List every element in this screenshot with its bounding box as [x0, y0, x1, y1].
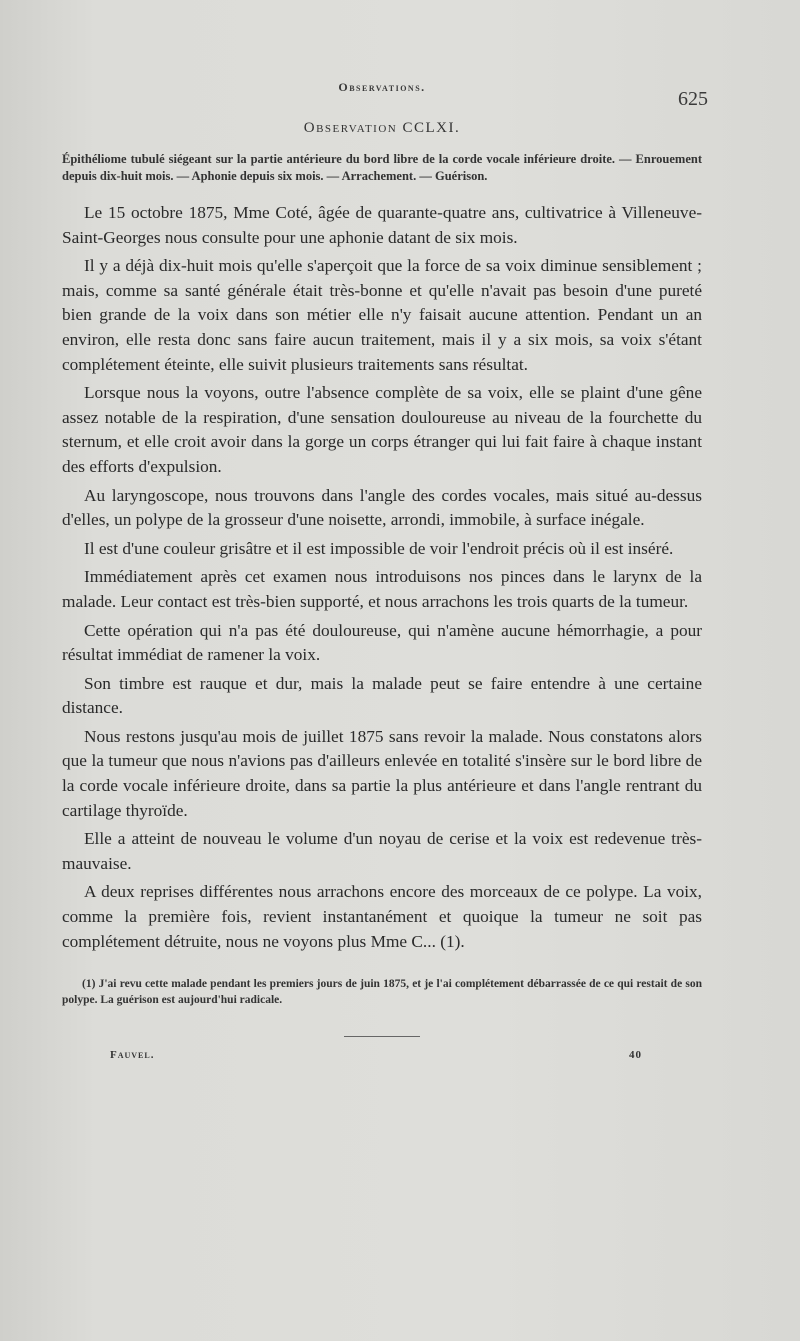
- paragraph: Il est d'une couleur grisâtre et il est impossible de voir l'endroit précis où il est inséré.: [84, 538, 674, 558]
- paragraph: Immédiatement après cet examen nous introduisons nos pinces dans le larynx de la malade. Leur contact est très-bien supporté, et nous arrachons les trois quarts de la tumeur.: [62, 567, 702, 611]
- paragraph: Cette opération qui n'a pas été douloureuse, qui n'amène aucune hémorrhagie, a pour résultat immédiat de ramener la voix.: [62, 620, 702, 665]
- paragraph: Elle a atteint de nouveau le volume d'un noyau de cerise et la voix est redevenue très-mauvaise.: [62, 829, 702, 873]
- paragraph: Le 15 octobre 1875, Mme Coté, âgée de quarante-quatre ans, cultivatrice à Villeneuve-Saint-Georges nous consulte pour une aphonie datant de six mois.: [62, 203, 702, 247]
- observation-summary: Épithéliome tubulé siégeant sur la partie antérieure du bord libre de la corde vocale inférieure droite. — Enrouement depuis dix-huit mois. — Aphonie depuis six mois. — Arrachement. — Guérison.: [62, 152, 702, 183]
- observation-title: Observation CCLXI.: [303, 120, 461, 136]
- page-number: 625: [678, 88, 708, 110]
- footnote: (1) J'ai revu cette malade pendant les premiers jours de juin 1875, et je l'ai complétement débarrassée de ce qui restait de son polype. La guérison est aujourd'hui radicale.: [62, 978, 702, 1007]
- paragraph: Nous restons jusqu'au mois de juillet 1875 sans revoir la malade. Nous constatons alors que la tumeur que nous n'avions pas d'ailleurs enlevée en totalité s'insère sur le bord libre de la corde vocale inférieure droite, dans sa partie la plus antérieure et dans l'angle rentrant du cartilage thyroïde.: [62, 726, 702, 820]
- paragraph: Lorsque nous la voyons, outre l'absence complète de sa voix, elle se plaint d'une gêne assez notable de la respiration, d'une sensation douloureuse au niveau de la fourchette du sternum, et elle croit avoir dans la gorge un corps étranger qui lui fait faire à chaque instant des efforts d'expulsion.: [62, 383, 702, 476]
- paragraph: A deux reprises différentes nous arrachons encore des morceaux de ce polype. La voix, comme la première fois, revient instantanément et quoique la tumeur ne soit pas complétement détruite, nous ne voyons plus Mme C... (1).: [62, 882, 702, 951]
- printer-signature: [62, 1049, 702, 1079]
- running-title: Observations.: [338, 80, 426, 94]
- paragraph: Son timbre est rauque et dur, mais la malade peut se faire entendre à une certaine distance.: [62, 673, 702, 718]
- observation-body: [62, 201, 702, 954]
- paragraph: Il y a déjà dix-huit mois qu'elle s'aperçoit que la force de sa voix diminue sensiblement ; mais, comme sa santé générale était très-bonne et qu'elle n'avait pas besoin d'une pureté bien grande de la voix dans son métier elle n'y faisait aucune attention. Pendant un an environ, elle resta donc sans faire aucun traitement, mais il y a six mois, sa voix s'étant complétement éteinte, elle suivit plusieurs traitements sans résultat.: [62, 256, 702, 374]
- paragraph: Au laryngoscope, nous trouvons dans l'angle des cordes vocales, mais situé au-dessus d'elles, un polype de la grosseur d'une noisette, arrondi, immobile, à surface inégale.: [62, 485, 702, 530]
- running-head: [62, 76, 708, 114]
- footnote-divider: [344, 1036, 420, 1037]
- signature-sheet-number: 40: [629, 1049, 642, 1062]
- signature-author: Fauvel.: [110, 1049, 155, 1062]
